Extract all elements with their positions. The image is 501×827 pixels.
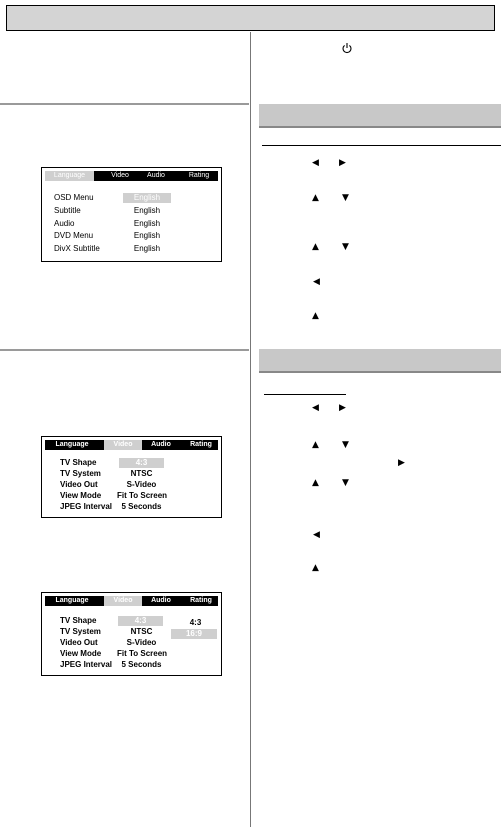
tab-audio: Audio — [151, 441, 171, 448]
tab-video: Video — [111, 172, 129, 179]
row-value-jpeg-interval: 5 Seconds — [121, 502, 162, 511]
row-label-dvd-menu: DVD Menu — [54, 231, 94, 240]
row-label-tv-system: TV System — [60, 469, 101, 478]
row-label-jpeg-interval: JPEG Interval — [60, 660, 113, 669]
tab-language: Language — [55, 441, 89, 448]
section-bar-language-setup — [259, 104, 501, 128]
left-section-rule-2 — [0, 349, 249, 351]
menu-tab-bar — [45, 596, 218, 606]
left-arrow-icon: ◀ — [312, 158, 319, 168]
menu-tab-bar — [45, 440, 218, 450]
row-label-jpeg-interval: JPEG Interval — [60, 502, 113, 511]
right-arrow-icon: ▶ — [339, 403, 346, 413]
tab-audio: Audio — [151, 597, 171, 604]
up-arrow-icon: ▲ — [312, 563, 319, 573]
left-section-rule-1 — [0, 103, 249, 105]
row-value-jpeg-interval: 5 Seconds — [121, 660, 162, 669]
up-arrow-icon: ▲ — [312, 193, 319, 203]
right-arrow-icon: ▶ — [398, 458, 405, 468]
down-arrow-icon: ▼ — [342, 193, 349, 203]
left-arrow-icon: ◀ — [312, 403, 319, 413]
page-header-bar — [6, 5, 495, 31]
section-underline-2 — [264, 394, 346, 395]
tab-audio: Audio — [147, 172, 165, 179]
row-label-view-mode: View Mode — [60, 649, 102, 658]
row-label-audio: Audio — [54, 219, 75, 228]
down-arrow-icon: ▼ — [342, 478, 349, 488]
tab-language: Language — [55, 597, 89, 604]
up-arrow-icon: ▲ — [312, 242, 319, 252]
row-value-divx-subtitle: English — [133, 244, 161, 253]
row-label-tv-shape: TV Shape — [60, 458, 97, 467]
row-label-video-out: Video Out — [60, 638, 98, 647]
row-label-osd-menu: OSD Menu — [54, 193, 94, 202]
power-icon — [341, 41, 353, 53]
down-arrow-icon: ▼ — [342, 440, 349, 450]
tab-rating: Rating — [188, 172, 210, 179]
row-value-dvd-menu: English — [133, 231, 161, 240]
up-arrow-icon: ▲ — [312, 311, 319, 321]
row-value-subtitle: English — [133, 206, 161, 215]
tab-rating: Rating — [190, 441, 212, 448]
tab-video: Video — [104, 596, 142, 606]
row-value-video-out: S-Video — [126, 638, 157, 647]
tab-video: Video — [104, 440, 142, 450]
video-setup-menu-tv-shape-options — [41, 592, 222, 676]
row-value-osd-menu: English — [123, 193, 171, 203]
row-value-tv-shape: 4:3 — [119, 458, 164, 468]
language-setup-menu — [41, 167, 222, 262]
option-16-9-selected: 16:9 — [171, 629, 217, 639]
section-underline-1 — [262, 145, 501, 146]
tab-rating: Rating — [190, 597, 212, 604]
video-setup-menu — [41, 436, 222, 518]
left-arrow-icon: ◀ — [313, 530, 320, 540]
row-value-view-mode: Fit To Screen — [116, 491, 168, 500]
up-arrow-icon: ▲ — [312, 478, 319, 488]
left-arrow-icon: ◀ — [313, 277, 320, 287]
option-4-3: 4:3 — [189, 618, 202, 627]
section-bar-video-setup — [259, 349, 501, 373]
row-label-tv-shape: TV Shape — [60, 616, 97, 625]
row-label-divx-subtitle: DivX Subtitle — [54, 244, 100, 253]
row-label-view-mode: View Mode — [60, 491, 102, 500]
row-label-tv-system: TV System — [60, 627, 101, 636]
column-divider — [250, 32, 251, 827]
tab-language: Language — [45, 171, 94, 181]
right-arrow-icon: ▶ — [339, 158, 346, 168]
row-value-audio: English — [133, 219, 161, 228]
row-label-subtitle: Subtitle — [54, 206, 81, 215]
menu-tab-bar — [45, 171, 218, 181]
up-arrow-icon: ▲ — [312, 440, 319, 450]
row-label-video-out: Video Out — [60, 480, 98, 489]
row-value-tv-system: NTSC — [130, 469, 153, 478]
row-value-tv-system: NTSC — [130, 627, 153, 636]
down-arrow-icon: ▼ — [342, 242, 349, 252]
row-value-view-mode: Fit To Screen — [116, 649, 168, 658]
row-value-tv-shape: 4:3 — [118, 616, 163, 626]
row-value-video-out: S-Video — [126, 480, 157, 489]
